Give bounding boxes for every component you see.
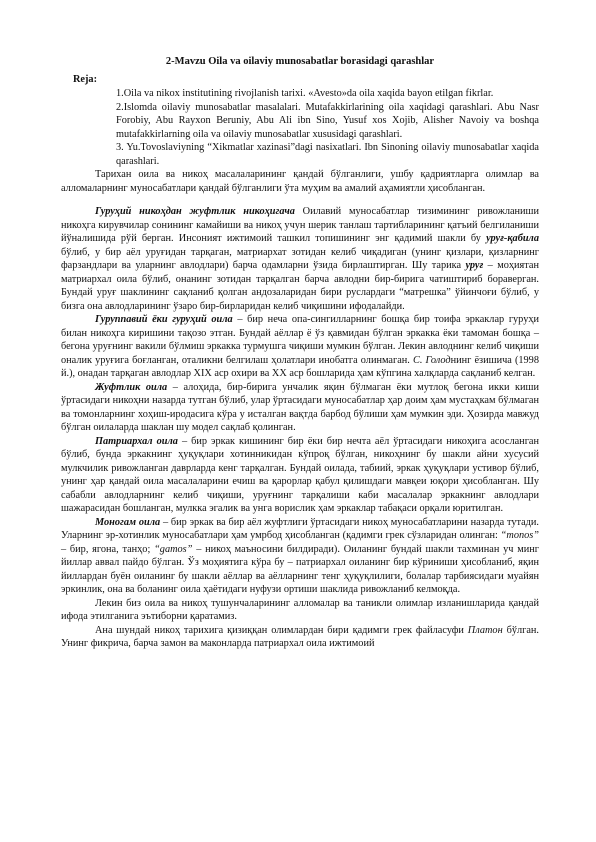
- text-run: бўлган. Унинг фикрича, барча замон ва маконларда патриархал оила ижтимоий: [61, 624, 540, 649]
- term: Гуруҳий никоҳдан жуфтлик никоҳигача: [95, 206, 295, 217]
- text-run: – алоҳида, бир-бирига унчалик яқин бўлмаган ёки мутлоқ бегона икки киши ўртасидаги никоҳни назарда тутган бўлиб, улар ўртасидаги муносабатлар ҳар доим ҳам мустаҳкам бўлмаган ва томонларнинг хоҳиш-иродасига кўра у исталган вақтда барбод бўлиши ҳам мумкин эди. Ҳозирда мавжуд бўлган оилаларда шаклан шу модел сақлаб қолинган.: [61, 381, 539, 433]
- paragraph-group-marriage: [61, 205, 539, 313]
- term: Моногам оила: [95, 516, 161, 528]
- text-run: – бир эркак ва бир аёл жуфтлиги ўртасидаги никоҳ муносабатларини назарда тутади. Уларнинг эр-хотинлик муносабатлари ҳам умрбод ҳисобланган (қадимги грек сўзларидан олинган:: [61, 516, 539, 541]
- text-run: – бир, ягона, танҳо;: [61, 543, 155, 555]
- paragraph-gap: [61, 195, 539, 205]
- document-title: 2-Mavzu Oila va oilaviy munosabatlar borasidagi qarashlar: [165, 56, 435, 67]
- text-run: – моҳиятан матриархал оила бўлиб, онанинг зотидан тарқалган барча авлодни бир-бирига чатиштириб бораверган. Бундай уруғ шаклининг сақланиб қолган андозаларидан бири руслардаги “матрешка” ўйинчоғи бўлиб, у бизга она авлодларининг ўзаро бир-бирларидан келиб чиқишини ифодалайди.: [61, 260, 539, 312]
- greek-word: “gamos”: [154, 543, 193, 555]
- intro-paragraph: Тарихан оила ва никоҳ масалаларининг қандай бўлганлиги, ушбу қадриятларга олимлар ва алломаларнинг муносабатлари қандай бўлганлиги ўта муҳим ва амалий аҳамиятли ҳисобланган.: [61, 169, 539, 194]
- term: уруғ: [465, 260, 484, 271]
- plan-item: 3. Yu.Tovoslaviyning “Xikmatlar xazinasi”dagi nasixatlari. Ibn Sinoning oilaviy munosabatlar xaqida qarashlari.: [116, 142, 539, 167]
- term: Жуфтлик оила: [95, 381, 168, 393]
- plan-item: 2.Islomda oilaviy munosabatlar masalalari. Mutafakkirlarining oila xaqidagi qarashlari. Abu Nasr Forobiy, Abu Rayxon Beruniy, Abu Ali ibn Sino, Yusuf xos Xojib, Alisher Navoiy va boshqa mutafakkirlarning oila va oilaviy munosabatlar xususidagi qarashlari.: [116, 101, 539, 140]
- text-run: – бир эркак кишининг бир ёки бир нечта аёл ўртасидаги никоҳига асосланган бўлиб, бунда эркакнинг ҳуқуқлари хотинникидан кўпроқ бўлган, никоҳнинг бу шакли айни хусусий мулкчилик ривожланган даврларда кенг тарқалган. Бундай оилада, табиий, эркак ҳуқуқлари устивор бўлиб, унинг ҳар қандай оила масалаларини ечиш ва қарорлар қабул қилишдаги мавқеи юқори ҳисобланган. Шу сабабли авлодларнинг келиб чиқиши, уруғнинг тарқалиши каби масалалар эркакнинг авлодлари шажарасидан бошланган, мулкка эгалик ва унга ворислик ҳам эркаклар табақаси орқали юритилган.: [61, 435, 539, 514]
- greek-word: “monos”: [500, 530, 539, 541]
- text-run: – бир неча опа-сингилларнинг бошқа бир тоифа эркаклар гуруҳи билан никоҳга киришини тақозо этган. Бундай аёллар ё ўз қавмидан бўлган эркакка ёки тамоман бошқа – бегона уруғнинг вакили бўлмиш эркакка турмушга чиқиши мумкин бўлган. Лекин авлоднинг келиб чиқиши оналик уруғига боғланган, оталикни белгилаш ҳолатлари инобатга олинмаган.: [61, 314, 540, 366]
- text-run: нинг ёзишича (1998 й.), онадан тарқаган авлодлар XIX аср охири ва XX аср бошларида ҳам кўпгина халқларда сақланиб келган.: [61, 354, 539, 379]
- text-run: – никоҳ маъносини билдиради). Оиланинг бундай шакли тахминан уч минг йиллар аввал пайдо бўлган. Ўз моҳиятига кўра бу – патриархал оиланинг бир кўриниши ҳисобланиб, яқин йиллардан буён оиланинг бу шакли аёллар ва аёлларнинг тенг ҳуқуқлилиги, болалар тарбиясидаги муайян эркинлик, она ва боланинг оила ҳаётидаги нуфузи ортиши шаклида ривожланиб келмоқда.: [61, 543, 539, 595]
- philosopher-name: Платон: [467, 624, 503, 636]
- author-name: С. Голод: [412, 354, 451, 366]
- term: Гуруппавий ёки гуруҳий оила: [95, 314, 233, 325]
- plan-item: 1.Oila va nikox institutining rivojlanish tarixi. «Avesto»da oila xaqida bayon etilgan fikrlar.: [116, 88, 494, 99]
- text-run: Оилавий муносабатлар тизимининг ривожланиши никоҳга кирувчилар сонининг камайиши ва никоҳ учун шерик танлаш тартибларининг қатъий белгиланиши йўналишида рўй берган. Инсоният ижтимоий ташкил топишининг энг қадимий шакли бу: [61, 206, 539, 244]
- paragraph-pair-family: [61, 381, 539, 435]
- term: уруғ-қабила: [486, 233, 539, 244]
- paragraph-plato: [61, 624, 539, 651]
- paragraph-monogamous-family: [61, 516, 539, 597]
- paragraph-group-family: [61, 313, 539, 381]
- paragraph-patriarchal-family: [61, 435, 539, 516]
- text-run: Ана шундай никоҳ тарихига қизиққан олимлардан бири қадимги грек файласуфи: [95, 624, 468, 636]
- document-body: [61, 55, 539, 651]
- plan-label: Reja:: [73, 73, 98, 85]
- text-run: бўлиб, у бир аёл уруғидан тарқаган, матриархат зотидан келиб чиқадиган (унинг қизлари, қизларнинг фарзандлари ва уларнинг авлодлари) барча одамларни ўзида бирлаштирган. Шу тарика: [61, 246, 539, 271]
- term: Патриархал оила: [95, 435, 178, 447]
- paragraph-plain: Лекин биз оила ва никоҳ тушунчаларининг алломалар ва таникли олимлар изланишларида қандай ифода этилганига эътиборни қаратамиз.: [61, 597, 539, 622]
